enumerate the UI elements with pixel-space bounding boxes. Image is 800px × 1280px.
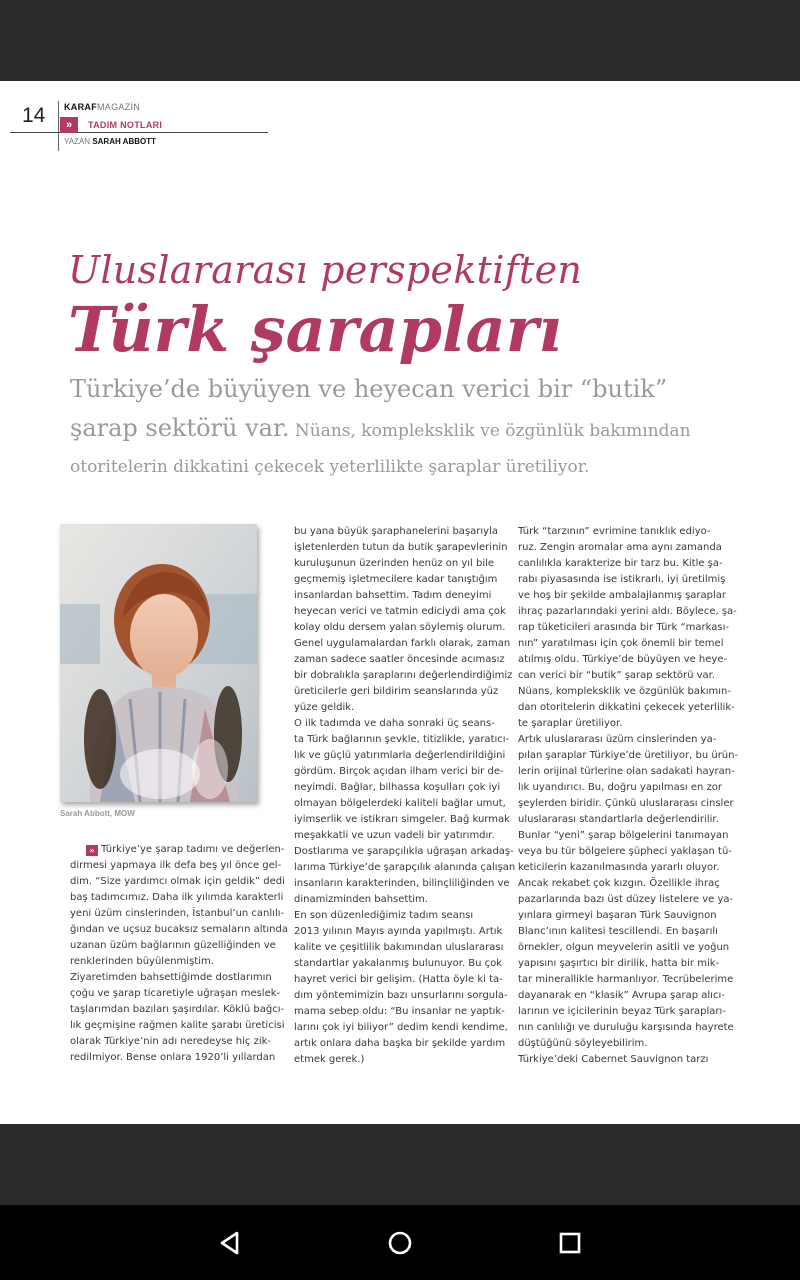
column-line: rap tüketicileri arasında bir Türk “markası-	[518, 622, 730, 633]
article-title-line2: Türk şarapları	[68, 293, 562, 366]
column-line: nın” yaratılması için çok önemli bir temel	[518, 638, 724, 649]
column-line: Ziyaretimden bahsettiğimde dostlarımın	[70, 972, 272, 983]
column-line: baş tadımcımız. Daha ilk yılımda karakterli	[70, 892, 284, 903]
column-line: lık geçmişine rağmen kalite şarabı üreticisi	[70, 1020, 285, 1031]
page-number: 14	[22, 104, 46, 127]
column-line: bu yana büyük şaraphanelerini başarıyla	[294, 526, 498, 537]
column-line: ve hoş bir şekilde ambalajlanmış şaraplar	[518, 590, 727, 601]
column-line: larını çok iyi biliyor” dedim kendi kendime,	[294, 1022, 508, 1033]
column-line: ğından ve uçsuz bucaksız semaların altında	[70, 924, 288, 935]
column-line: ihraç pazarlarındaki yerini aldı. Böylece, şa-	[518, 606, 737, 617]
column-line: larının ve içicilerinin beyaz Türk şarapları-	[518, 1006, 726, 1017]
column-line	[70, 842, 288, 858]
column-line: En son düzenlediğimiz tadım seansı	[294, 910, 474, 921]
column-line: can verici bir “butik” şarap sektörü var.	[518, 670, 716, 681]
column-line: renklerinden büyülenmiştim.	[70, 956, 214, 967]
column-line: ta Türk bağlarının şevkle, titizlikle, yaratıcı-	[294, 734, 510, 745]
back-button[interactable]	[212, 1225, 248, 1261]
home-circle-icon	[387, 1230, 413, 1256]
column-line: Bunlar “yeni” şarap bölgelerini tanımayan	[518, 830, 729, 841]
magazine-page[interactable]	[0, 81, 800, 1124]
recents-square-icon	[557, 1230, 583, 1256]
article-lead	[70, 371, 710, 485]
magazine-name-bold: KARAF	[64, 102, 97, 112]
magazine-name	[64, 102, 140, 112]
article-title-line1: Uluslararası perspektiften	[68, 248, 583, 292]
column-line: olarak Türkiye’nin adı neredeyse hiç zik-	[70, 1036, 272, 1047]
column-line: iyimserlik ve istikrarı simgeler. Bağ kurmak	[294, 814, 510, 825]
column-line: Nüans, kompleksklik ve özgünlük bakımın-	[518, 686, 731, 697]
column-line: taşlarımdan bazıları şaşırdılar. Köklü bağcı-	[70, 1004, 285, 1015]
column-line: hayret verici bir gelişim. (Hatta öyle ki ta-	[294, 974, 503, 985]
section-chevron-icon: »	[60, 117, 78, 133]
column-line: neyimdi. Bağlar, bilhassa koşulları çok iyi	[294, 782, 501, 793]
viewer-top-bar	[0, 0, 800, 81]
column-line: Dostlarıma ve şarapçılıkla uğraşan arkadaş-	[294, 846, 514, 857]
column-line: yüze geldik.	[294, 702, 355, 713]
paragraph-chevron-icon: »	[86, 845, 98, 856]
column-line: canlılıkla karakterize bir tarz bu. Kitle şa-	[518, 558, 723, 569]
column-line: lık ve güçlü yatırımlarla değerlendirildiğini	[294, 750, 506, 761]
text-column-3	[518, 524, 738, 1068]
column-line: olmayan bölgelerdeki kaliteli bağlar umut,	[294, 798, 506, 809]
column-line: mama sebep oldu: “Bu insanlar ne yaptık-	[294, 1006, 505, 1017]
column-line: dan otoritelerin dikkatini çekecek yeterlilik-	[518, 702, 735, 713]
home-button[interactable]	[382, 1225, 418, 1261]
recents-button[interactable]	[552, 1225, 588, 1261]
author-photo	[60, 524, 257, 802]
column-line: işletenlerden tutun da butik şarapevlerinin	[294, 542, 508, 553]
column-line: zaman sadece saatler öncesinde acımasız	[294, 654, 505, 665]
text-column-1	[70, 842, 288, 1066]
viewer-bottom-bar	[0, 1124, 800, 1205]
column-line: atılmış oldu. Türkiye’de büyüyen ve heye-	[518, 654, 728, 665]
photo-caption: Sarah Abbott, MOW	[60, 809, 135, 818]
header-divider	[58, 101, 59, 151]
author-byline	[64, 137, 156, 146]
column-line: veya bu tür bölgelere şüpheci yaklaşan tü-	[518, 846, 732, 857]
section-label: TADIM NOTLARI	[88, 120, 163, 130]
column-line: lık uyandırıcı. Bu, doğru yapılması en zor	[518, 782, 723, 793]
column-line: şeylerden biridir. Çünkü uluslararası cinsler	[518, 798, 734, 809]
text-column-2	[294, 524, 515, 1068]
column-line: dayanarak en “klasik” Avrupa şarap alıcı-	[518, 990, 725, 1001]
column-line: larıma Türkiye’de şarapçılık alanında çalışan	[294, 862, 516, 873]
column-line: Türk “tarzının” evrimine tanıklık ediyo-	[518, 526, 711, 537]
back-triangle-icon	[217, 1230, 243, 1256]
author-name: SARAH ABBOTT	[92, 137, 157, 146]
column-line: kolay oldu dersem yalan söylemiş olurum.	[294, 622, 506, 633]
column-line: kuruluşunun üzerinden henüz on yıl bile	[294, 558, 495, 569]
column-line: standartlar yakalanmış bulunuyor. Bu çok	[294, 958, 503, 969]
column-line: dinamizminden bahsettim.	[294, 894, 428, 905]
column-line: insanların karakterinden, bilinçliliğinden ve	[294, 878, 510, 889]
column-line: kalite ve çeşitlilik bakımından uluslararası	[294, 942, 504, 953]
column-line: meşakkatli ve uzun vadeli bir yatırımdır.	[294, 830, 495, 841]
column-line: dım yöntemimizin bazı unsurlarını sorgula-	[294, 990, 508, 1001]
column-line: üreticilerle geri bildirim seanslarında yüz	[294, 686, 499, 697]
column-line: uluslararası standartlarla değerlendirilir.	[518, 814, 719, 825]
column-line: düştüğünü söyleyebilirim.	[518, 1038, 648, 1049]
column-line: pazarlarında bazı üst düzey listelere ve ya-	[518, 894, 734, 905]
column-line: çoğu ve şarap ticaretiyle uğraşan meslek-	[70, 988, 281, 999]
column-line: dirmesi yapmaya ilk defa beş yıl önce gel-	[70, 860, 282, 871]
article-lead-big: Türkiye’de büyüyen ve heyecan verici bir “butik” şarap sektörü var.	[70, 375, 668, 442]
column-line: Blanc’ının kalitesi tescillendi. En başarılı	[518, 926, 718, 937]
column-line: tar minerallikle harmanlıyor. Tecrübelerime	[518, 974, 734, 985]
column-line: rabı piyasasında ise istikrarlı, iyi üretilmiş	[518, 574, 726, 585]
column-line: bir dobralıkla şaraplarını değerlendirdiğimiz	[294, 670, 513, 681]
column-line: insanlardan bahsettim. Tadım deneyimi	[294, 590, 492, 601]
column-line: keticilerin kazanılmasında yararlı oluyor.	[518, 862, 720, 873]
column-line: redilmiyor. Bense onlara 1920’li yıllardan	[70, 1052, 276, 1063]
column-line: pılan şaraplar Türkiye’de üretiliyor, bu ürün-	[518, 750, 739, 761]
column-line: yınlara girmeyi başaran Türk Sauvignon	[518, 910, 717, 921]
column-line: lerin orijinal türlerine olan sadakati hayran-	[518, 766, 735, 777]
system-navigation-bar	[0, 1205, 800, 1280]
column-line: artık onlara daha başka bir şekilde yardım	[294, 1038, 506, 1049]
column-line: Ancak rekabet çok kızgın. Özellikle ihraç	[518, 878, 720, 889]
column-line: yeni üzüm cinslerinden, İstanbul’un canlılı-	[70, 908, 285, 919]
column-line: te şaraplar üretiliyor.	[518, 718, 623, 729]
column-line: Türkiye’deki Cabernet Sauvignon tarzı	[518, 1054, 709, 1065]
column-line: O ilk tadımda ve daha sonraki üç seans-	[294, 718, 495, 729]
column-line-text: Türkiye’ye şarap tadımı ve değerlen-	[101, 844, 285, 855]
column-line: örnekler, olgun meyvelerin asitli ve yoğun	[518, 942, 730, 953]
article-lead-small: Nüans, kompleksklik ve özgünlük bakımından otoritelerin dikkatini çekecek yeterlilikte şaraplar üretiliyor.	[70, 421, 691, 477]
column-line: nın canlılığı ve duruluğu karşısında hayrete	[518, 1022, 734, 1033]
column-line: Genel uygulamalardan farklı olarak, zaman	[294, 638, 511, 649]
column-line: heyecan verici ve tatmin ediciydi ama çok	[294, 606, 506, 617]
column-line: gördüm. Birçok açıdan ilham verici bir de-	[294, 766, 504, 777]
author-prefix: YAZAN	[64, 137, 91, 146]
column-line: yapısını şaşırtıcı bir dirilik, hatta bir mik-	[518, 958, 720, 969]
magazine-name-light: MAGAZİN	[97, 102, 141, 112]
section-tag	[60, 117, 162, 133]
column-line: Artık uluslararası üzüm cinslerinden ya-	[518, 734, 717, 745]
column-line: dim. “Size yardımcı olmak için geldik” dedi	[70, 876, 285, 887]
column-line: uzanan üzüm bağlarının güzelliğinden ve	[70, 940, 276, 951]
column-line: geçmemiş işletmecilere kadar tanıştığım	[294, 574, 498, 585]
column-line: ruz. Zengin aromalar ama aynı zamanda	[518, 542, 722, 553]
column-line: 2013 yılının Mayıs ayında yapılmıştı. Artık	[294, 926, 503, 937]
column-line: etmek gerek.)	[294, 1054, 365, 1065]
